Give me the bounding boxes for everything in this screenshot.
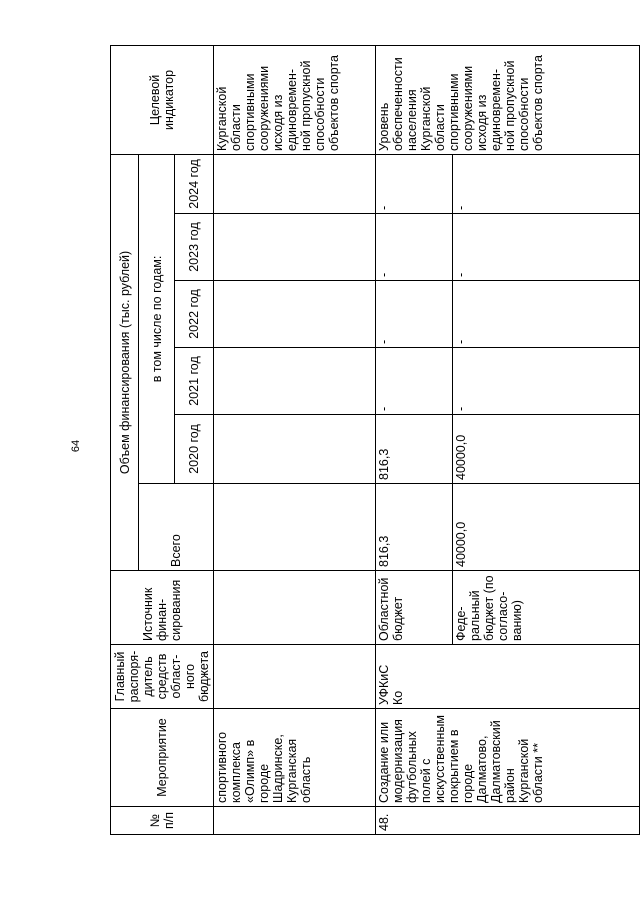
cell-total: 816,3	[375, 484, 452, 571]
cell-2021: -	[375, 348, 452, 415]
cell-2022: -	[453, 281, 640, 348]
cell-2023: -	[453, 214, 640, 281]
cell-2020	[213, 415, 375, 484]
header-by-years: в том числе по годам:	[139, 154, 175, 483]
header-2024: 2024 год	[174, 154, 213, 213]
header-source: Источник финан-сирования	[111, 571, 214, 645]
cell-num	[213, 807, 375, 835]
cell-event: Создание или модернизация футбольных полей с искусственным покрытием в городе Далматово, Далматовский район Курганской области **	[375, 709, 639, 807]
cell-2022: -	[375, 281, 452, 348]
header-financing: Объем финансирования (тыс. рублей)	[111, 154, 139, 570]
cell-2024: -	[375, 154, 452, 213]
cell-2024: -	[453, 154, 640, 213]
header-2023: 2023 год	[174, 214, 213, 281]
table-row-continued	[213, 45, 375, 834]
rotated-table-wrapper	[110, 45, 640, 835]
cell-manager: УФКиС Ко	[375, 645, 639, 709]
cell-2024	[213, 154, 375, 213]
cell-2020: 816,3	[375, 415, 452, 484]
header-row-1	[111, 45, 139, 834]
document-table-area	[110, 45, 640, 835]
cell-indicator: Курганской области спортивными сооружениями исходя из единовремен-ной пропускной способности объектов спорта	[213, 45, 375, 154]
cell-manager	[213, 645, 375, 709]
cell-2021: -	[453, 348, 640, 415]
cell-num: 48.	[375, 807, 639, 835]
header-indicator: Целевой индикатор	[111, 45, 214, 154]
cell-source: Феде-ральный бюджет (по согласо-ванию)	[453, 571, 640, 645]
header-2022: 2022 год	[174, 281, 213, 348]
cell-2021	[213, 348, 375, 415]
cell-2022	[213, 281, 375, 348]
cell-indicator: Уровень обеспеченности населения Курганской области спортивными сооружениями исходя из единовремен-ной пропускной способности объектов спорта	[375, 45, 639, 154]
header-total: Всего	[139, 484, 213, 571]
cell-event: спортивного комплекса «Олимп» в городе Шадринске, Курганская область	[213, 709, 375, 807]
financing-table	[110, 45, 640, 835]
header-num: № п/п	[111, 807, 214, 835]
page-number: 64	[70, 439, 83, 453]
header-manager: Главный распоря-дитель средств област-ного бюджета	[111, 645, 214, 709]
cell-2020: 40000,0	[453, 415, 640, 484]
header-2021: 2021 год	[174, 348, 213, 415]
cell-source: Областной бюджет	[375, 571, 452, 645]
cell-total	[213, 484, 375, 571]
header-2020: 2020 год	[174, 415, 213, 484]
cell-source	[213, 571, 375, 645]
table-row-48a	[375, 45, 452, 834]
cell-2023: -	[375, 214, 452, 281]
cell-2023	[213, 214, 375, 281]
header-event: Мероприятие	[111, 709, 214, 807]
cell-total: 40000,0	[453, 484, 640, 571]
